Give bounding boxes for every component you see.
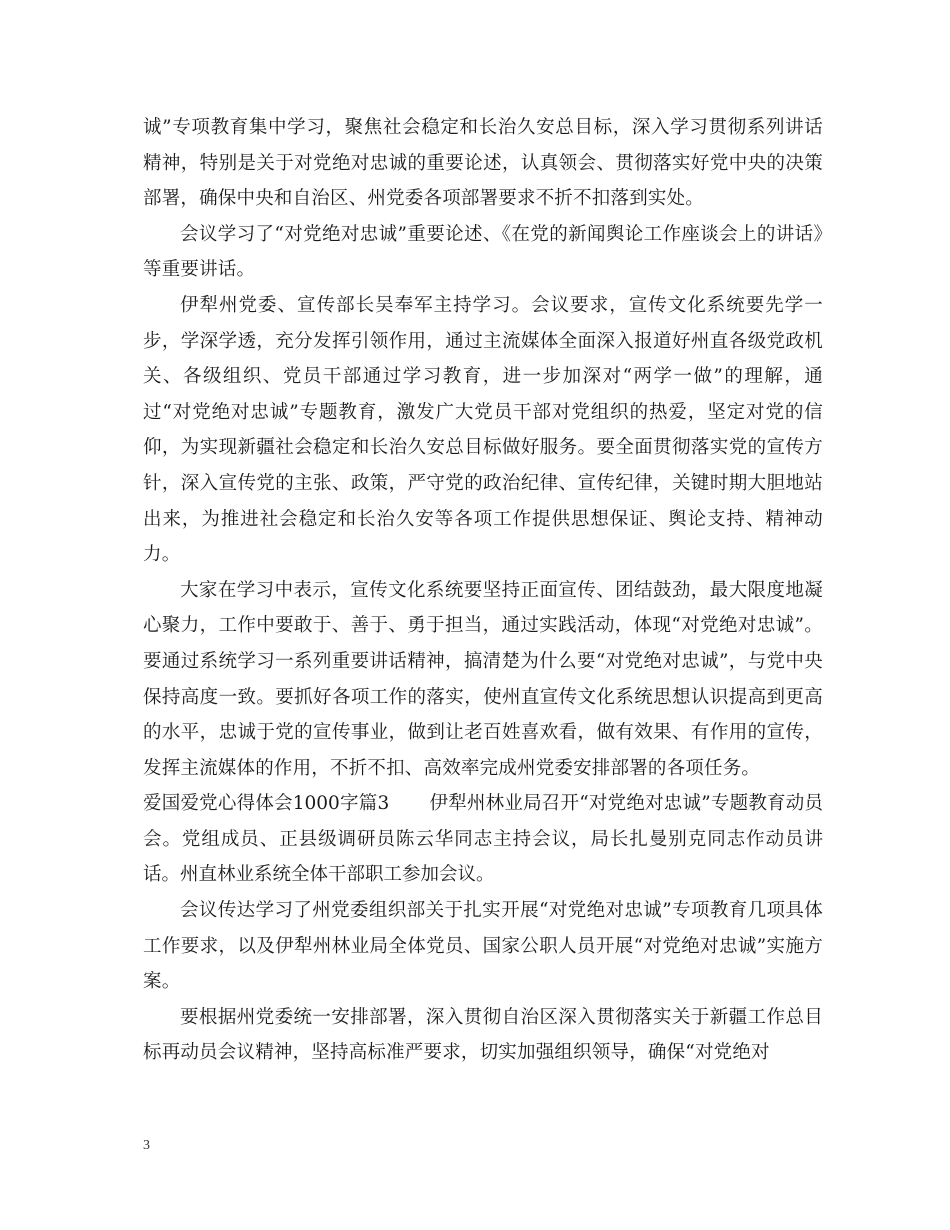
section-heading-paragraph xyxy=(143,786,823,893)
page-number: 3 xyxy=(143,1138,150,1153)
section-heading-title: 爱国爱党心得体会1000字篇3 xyxy=(143,793,390,815)
document-body xyxy=(143,110,823,1071)
paragraph-4: 大家在学习中表示，宣传文化系统要坚持正面宣传、团结鼓劲，最大限度地凝心聚力，工作中要敢于、善于、勇于担当，通过实践活动，体现“对党绝对忠诚”。要通过系统学习一系列重要讲话精神，搞清楚为什么要“对党绝对忠诚”，与党中央保持高度一致。要抓好各项工作的落实，使州直宣传文化系统思想认识提高到更高的水平，忠诚于党的宣传事业，做到让老百姓喜欢看，做有效果、有作用的宣传，发挥主流媒体的作用，不折不扣、高效率完成州党委安排部署的各项任务。 xyxy=(143,579,823,779)
paragraph-3: 伊犁州党委、宣传部长吴奉军主持学习。会议要求，宣传文化系统要先学一步，学深学透，充分发挥引领作用，通过主流媒体全面深入报道好州直各级党政机关、各级组织、党员干部通过学习教育，进一步加深对“两学一做”的理解，通过“对党绝对忠诚”专题教育，激发广大党员干部对党组织的热爱，坚定对党的信仰，为实现新疆社会稳定和长治久安总目标做好服务。要全面贯彻落实党的宣传方针，深入宣传党的主张、政策，严守党的政治纪律、宣传纪律，关键时期大胆地站出来，为推进社会稳定和长治久安等各项工作提供思想保证、舆论支持、精神动力。 xyxy=(143,294,823,566)
paragraph-2: 会议学习了“对党绝对忠诚”重要论述、《在党的新闻舆论工作座谈会上的讲话》等重要讲话。 xyxy=(143,223,823,281)
section-heading-text: 伊犁州林业局召开“对党绝对忠诚”专题教育动员会。党组成员、正县级调研员陈云华同志主持会议，局长扎曼别克同志作动员讲话。州直林业系统全体干部职工参加会议。 xyxy=(143,793,823,886)
paragraph-6: 要根据州党委统一安排部署，深入贯彻自治区深入贯彻落实关于新疆工作总目标再动员会议精神，坚持高标准严要求，切实加强组织领导，确保“对党绝对 xyxy=(143,1006,823,1064)
paragraph-5: 会议传达学习了州党委组织部关于扎实开展“对党绝对忠诚”专项教育几项具体工作要求，以及伊犁州林业局全体党员、国家公职人员开展“对党绝对忠诚”实施方案。 xyxy=(143,900,823,993)
paragraph-1: 诚”专项教育集中学习，聚焦社会稳定和长治久安总目标，深入学习贯彻系列讲话精神，特别是关于对党绝对忠诚的重要论述，认真领会、贯彻落实好党中央的决策部署，确保中央和自治区、州党委各项部署要求不折不扣落到实处。 xyxy=(143,117,823,210)
